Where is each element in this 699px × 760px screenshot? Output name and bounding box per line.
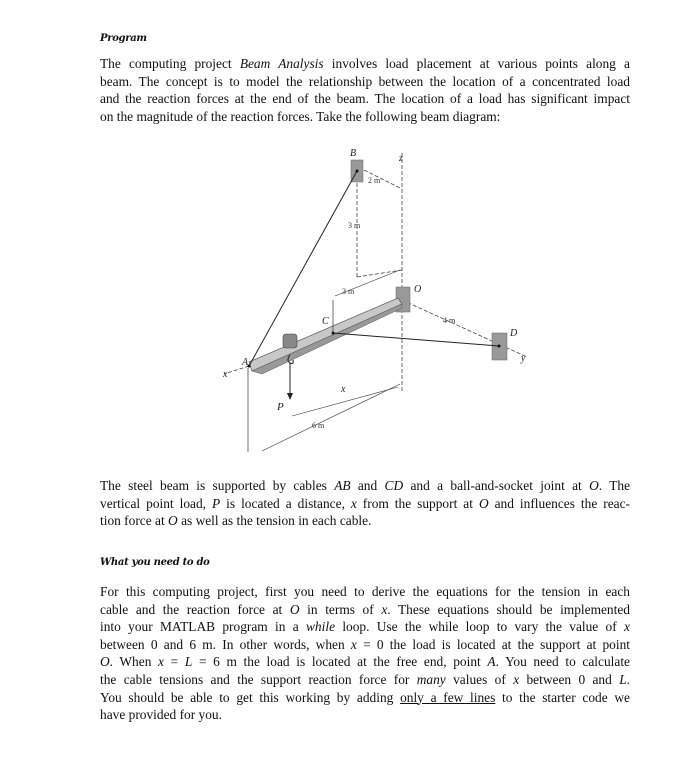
text-line	[100, 618, 630, 636]
text-segment: =	[164, 654, 185, 670]
label-c: C	[322, 316, 329, 327]
b-base-dashed	[357, 270, 402, 277]
text-line	[100, 636, 630, 654]
text-line	[100, 477, 630, 495]
text-segment: the cable tensions and the support reaction force for	[100, 671, 417, 687]
text-segment: is located a distance,	[220, 495, 351, 511]
text-line	[100, 671, 630, 689]
label-x-dim: x	[341, 384, 346, 395]
text-line	[100, 601, 630, 619]
todo-heading: What you need to do	[100, 557, 210, 568]
text-segment: For this computing project, first you need to derive the equations for the tension in each	[100, 584, 630, 599]
label-o: O	[414, 284, 422, 295]
dim-3m-co: 3 m	[342, 287, 355, 296]
label-y-axis: y	[521, 353, 526, 364]
beam-side	[252, 304, 402, 374]
italic-text: A	[487, 654, 496, 670]
beam	[249, 298, 402, 371]
dim-6m: 6 m	[312, 421, 325, 430]
text-line	[100, 689, 630, 707]
text-segment: and a ball-and-socket joint at	[403, 478, 590, 493]
text-segment: cable and the reaction force at	[100, 601, 290, 617]
text-line	[100, 495, 630, 513]
text-segment: You should be able to get this working by adding	[100, 689, 401, 705]
cable-cd	[333, 333, 499, 346]
text-segment: vertical point load,	[100, 495, 213, 511]
text-segment: The steel beam is supported by cables	[100, 478, 335, 493]
text-segment: between 0 and	[519, 671, 620, 687]
label-b: B	[350, 148, 357, 159]
text-segment: from the support at	[356, 495, 479, 511]
trolley	[283, 334, 297, 348]
text-segment: The computing project	[100, 56, 240, 71]
italic-text: x	[624, 619, 630, 635]
text-segment: = 0 the load is located at the support at point	[356, 636, 630, 652]
underlined-text: only a few lines	[400, 689, 496, 705]
text-segment: as well as the tension in each cable.	[177, 513, 372, 529]
italic-text: x	[158, 654, 164, 670]
italic-text: x	[350, 636, 357, 652]
text-segment: and the reaction forces at the end of the beam. The location of a load has significant impact	[100, 91, 630, 107]
text-segment: in terms of	[299, 601, 382, 617]
text-segment: beam. The concept is to model the relationship between the location of a concentrated load	[100, 73, 630, 89]
y-axis	[402, 300, 527, 357]
text-segment: between 0 and 6 m. In other words, when	[100, 636, 351, 652]
label-d: D	[510, 328, 518, 339]
text-segment: . The	[598, 478, 631, 493]
label-z: z	[399, 153, 403, 164]
dim-4m: 4 m	[443, 316, 456, 325]
label-x-axis: x	[223, 369, 228, 380]
italic-text: x	[350, 495, 357, 511]
italic-text: O	[289, 601, 300, 617]
italic-text: O	[589, 478, 599, 493]
italic-text: many	[416, 671, 446, 687]
italic-text: x	[513, 671, 520, 687]
italic-text: L	[184, 654, 193, 670]
text-line	[100, 706, 630, 724]
dim-2m: 2 m	[368, 176, 381, 185]
italic-text: O	[100, 654, 110, 670]
text-segment: .	[626, 671, 630, 687]
text-line	[100, 512, 630, 530]
italic-text: x	[381, 601, 388, 617]
text-line	[100, 583, 630, 601]
instructions-paragraph	[100, 583, 630, 724]
text-segment: . You need to calculate	[495, 654, 630, 670]
italic-text: CD	[384, 478, 404, 493]
text-segment: and	[350, 478, 385, 493]
text-segment: have provided for you.	[100, 707, 222, 723]
italic-text: Beam Analysis	[239, 56, 324, 71]
text-segment: tion force at	[100, 513, 169, 529]
italic-text: AB	[334, 478, 351, 493]
italic-text: while	[306, 619, 336, 635]
dim-3m-height: 3 m	[348, 221, 361, 230]
diagram-description-paragraph	[100, 477, 630, 530]
text-segment: to the starter code we	[495, 689, 630, 705]
text-segment: . When	[109, 654, 159, 670]
italic-text: O	[478, 495, 489, 511]
text-segment: values of	[445, 671, 514, 687]
text-segment: and influences the reac-	[488, 495, 630, 511]
italic-text: L	[619, 671, 627, 687]
text-segment: involves load placement at various points along a	[323, 56, 630, 71]
text-segment: . These equations should be implemented	[387, 601, 630, 617]
text-segment: = 6 m the load is located at the free end, point	[192, 654, 488, 670]
text-segment: into your MATLAB program in a	[100, 619, 306, 635]
program-heading: Program	[100, 33, 147, 44]
label-p: P	[277, 401, 284, 413]
label-a: A	[242, 357, 249, 368]
text-segment: loop. Use the while loop to vary the value of	[335, 619, 625, 635]
italic-text: P	[212, 495, 221, 511]
italic-text: O	[168, 513, 178, 529]
text-line	[100, 653, 630, 671]
text-segment: on the magnitude of the reaction forces. Take the following beam diagram:	[100, 108, 501, 124]
